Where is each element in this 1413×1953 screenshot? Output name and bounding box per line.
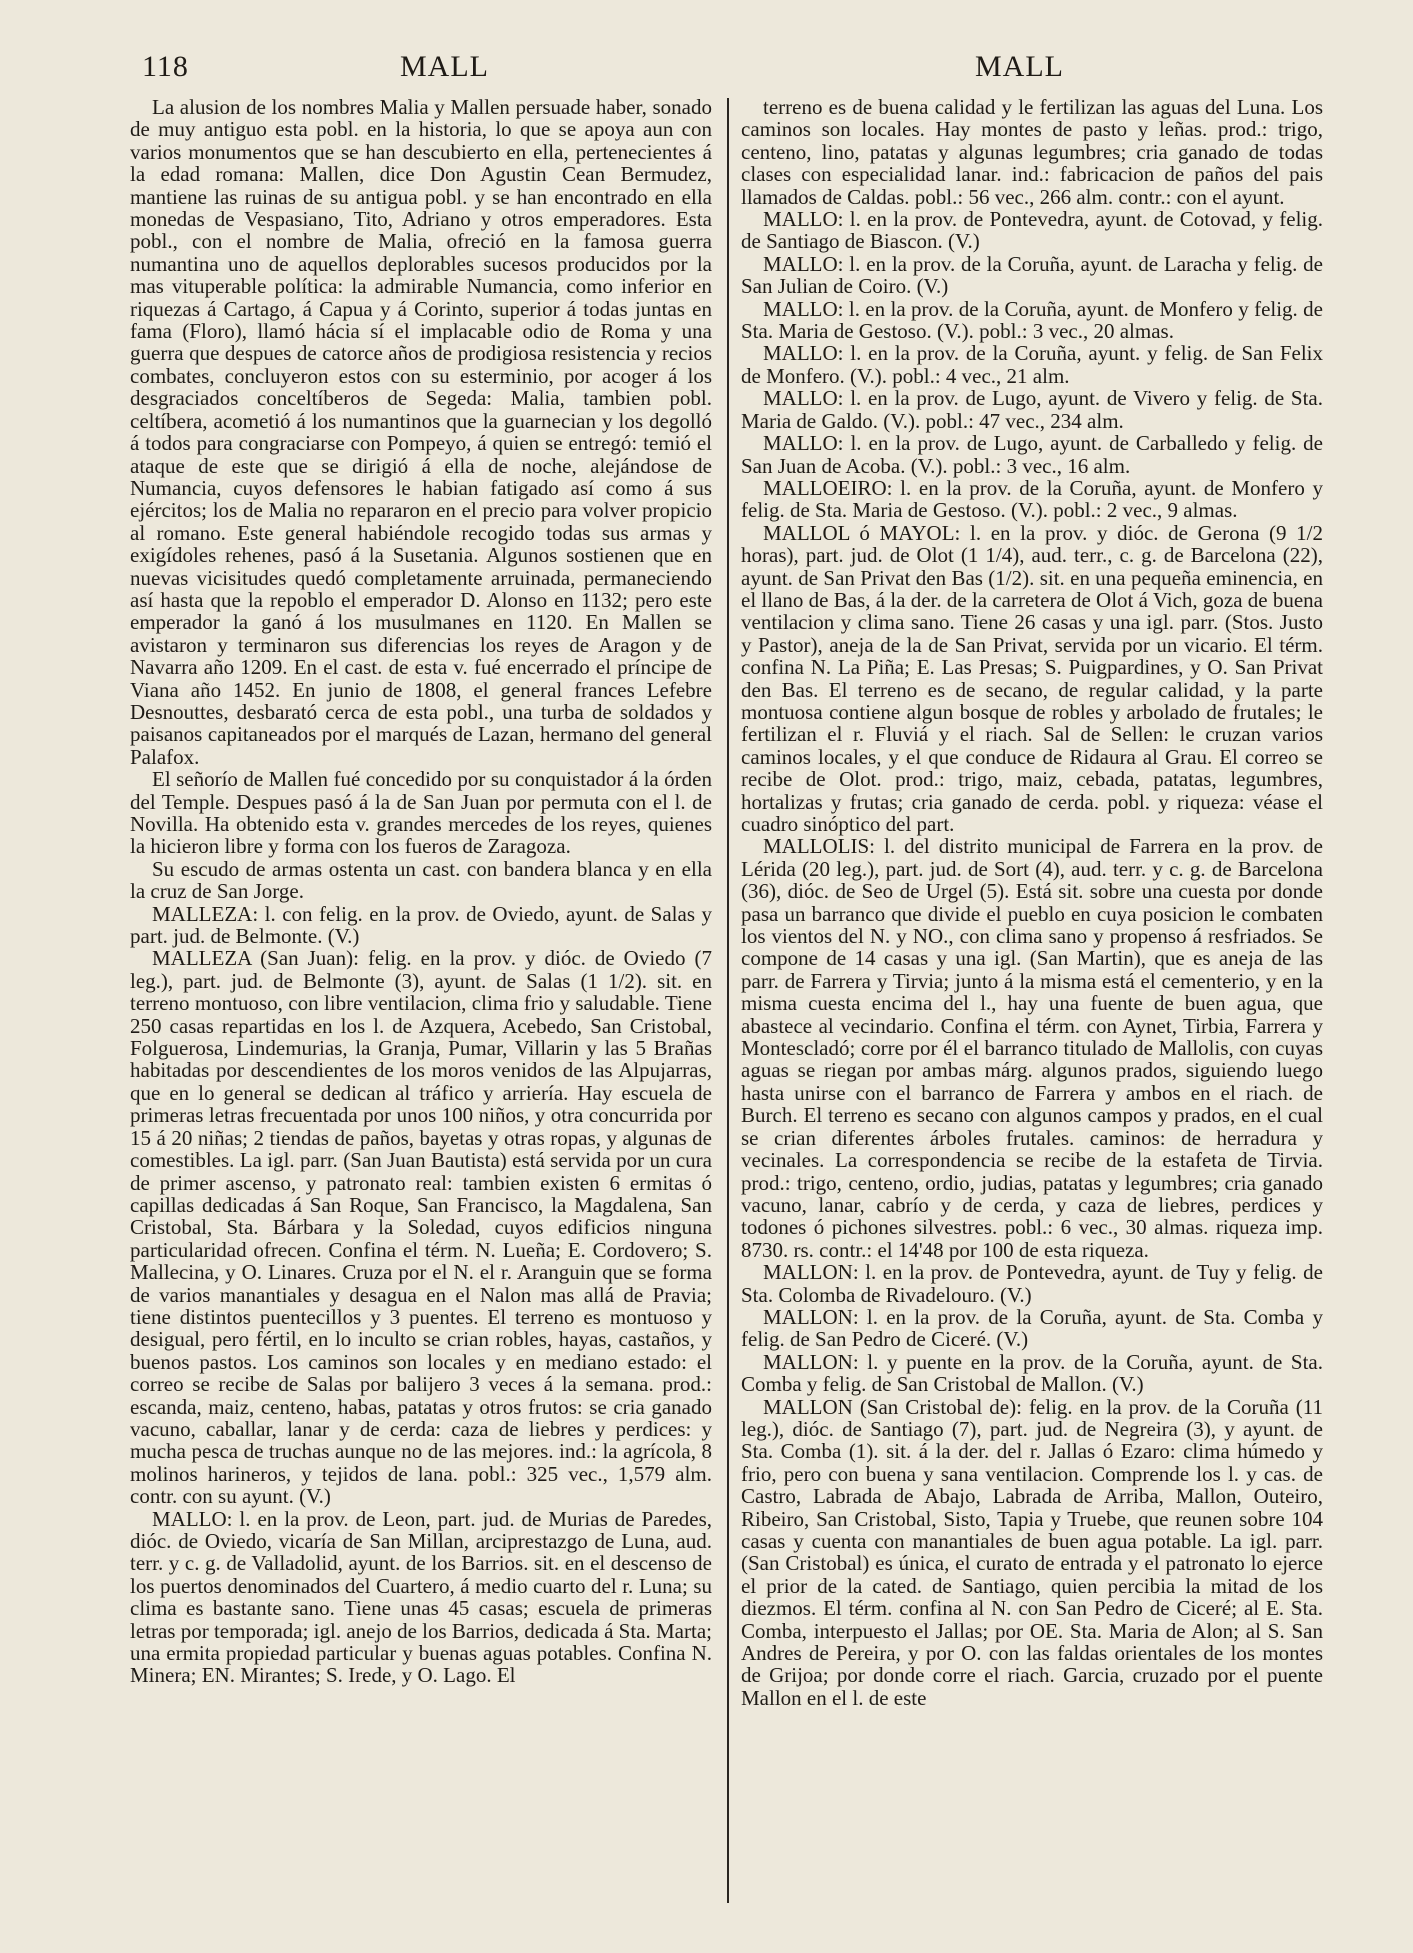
left-column — [130, 96, 712, 1916]
entry-paragraph: MALLOEIRO: l. en la prov. de la Coruña, ayunt. de Monfero y felig. de Sta. Maria de Gestoso. (V.). pobl.: 2 vec., 9 almas. — [741, 475, 1323, 523]
entry-paragraph: MALLO: l. en la prov. de Pontevedra, ayunt. de Cotovad, y felig. de Santiago de Biascon. (V.) — [741, 207, 1323, 254]
entry-paragraph: MALLO: l. en la prov. de la Coruña, ayunt. de Monfero y felig. de Sta. Maria de Gestoso. (V.). pobl.: 3 vec., 20 almas. — [741, 296, 1323, 344]
page-number: 118 — [142, 50, 189, 83]
entry-paragraph: MALLO: l. en la prov. de la Coruña, ayunt. de Laracha y felig. de San Julian de Coiro. (V.) — [741, 251, 1323, 299]
entry-paragraph: La alusion de los nombres Malia y Mallen persuade haber, sonado de muy antiguo esta pobl. en la historia, lo que se apoya aun con varios monumentos que se han descubierto en ella, pertenecientes á la edad romana: Mallen, dice Don Agustin Cean Bermudez, mantiene las ruinas de su antigua pobl. y se han encontrado en ella monedas de Vespasiano, Tito, Adriano y otros emperadores. Esta pobl., con el nombre de Malia, ofreció en la famosa guerra numantina uno de aquellos deplorables sucesos producidos por la mas vituperable política: la admirable Numancia, como inferior en riquezas á Cartago, á Capua y á Corinto, superior á todas juntas en fama (Floro), llamó hácia sí el implacable odio de Roma y una guerra que despues de catorce años de prodigiosa resistencia y recios combates, concluyeron estos con su esterminio, por acoger á los desgraciados conceltíberos de Segeda: Malia, tambien pobl. celtíbera, acometió á los numantinos que la guarnecian y los degolló á todos para congraciarse con Pompeyo, á quien se entregó: temió el ataque de este que se dirigió á ella de noche, alejándose de Numancia, cuyos defensores le habian fatigado así como á sus ejércitos; los de Malia no repararon en el precio para volver propicio al romano. Este general habiéndole recogido todas sus armas y exigídoles rehenes, pasó á la Susetania. Algunos sostienen que en nuevas vicisitudes quedó completamente arruinada, permaneciendo así hasta que la repoblo el emperador D. Alonso en 1132; pero este emperador la ganó á los musulmanes en 1120. En Mallen se avistaron y terminaron sus diferencias los reyes de Aragon y de Navarra año 1209. En el cast. de esta v. fué encerrado el príncipe de Viana año 1452. En junio de 1808, el general frances Lefebre Desnouttes, desbarató cerca de esta pobl., una turba de soldados y paisanos capitaneados por el marqués de Lazan, hermano del general Palafox. — [130, 96, 712, 769]
entry-paragraph: El señorío de Mallen fué concedido por su conquistador á la órden del Temple. Despues pasó á la de San Juan por permuta con el l. de Novilla. Ha obtenido esta v. grandes mercedes de los reyes, quienes la hicieron libre y forma con los fueros de Zaragoza. — [130, 767, 712, 859]
entry-paragraph: MALLON: l. y puente en la prov. de la Coruña, ayunt. de Sta. Comba y felig. de San Cristobal de Mallon. (V.) — [741, 1349, 1323, 1397]
entry-paragraph: MALLO: l. en la prov. de Leon, part. jud. de Murias de Paredes, dióc. de Oviedo, vicaría de San Millan, arciprestazgo de Luna, aud. terr. y c. g. de Valladolid, ayunt. de los Barrios. sit. en el descenso de los puertos denominados del Cuartero, á medio cuarto del r. Luna; su clima es bastante sano. Tiene unas 45 casas; escuela de primeras letras por temporada; igl. anejo de los Barrios, dedicada á Sta. Marta; una ermita propiedad particular y buenas aguas potables. Confina N. Minera; EN. Mirantes; S. Irede, y O. Lago. El — [130, 1506, 712, 1688]
entry-paragraph: MALLOL ó MAYOL: l. en la prov. y dióc. de Gerona (9 1/2 horas), part. jud. de Olot (1 1/4), aud. terr., c. g. de Barcelona (22), ayunt. de San Privat den Bas (1/2). sit. en una pequeña eminencia, en el llano de Bas, á la der. de la carretera de Olot á Vich, goza de buena ventilacion y clima sano. Tiene 26 casas y una igl. parr. (Stos. Justo y Pastor), aneja de la de San Privat, servida por un vicario. El térm. confina N. La Piña; E. Las Presas; S. Puigpardines, y O. San Privat den Bas. El terreno es de secano, de regular calidad, y la parte montuosa contiene algun bosque de robles y arbolado de frutales; le fertilizan el r. Fluviá y el riach. Sal de Sellen: le cruzan varios caminos locales, y el que conduce de Ridaura al Grau. El correo se recibe de Olot. prod.: trigo, maiz, cebada, patatas, legumbres, hortalizas y frutas; cria ganado de cerda. pobl. y riqueza: véase el cuadro sinóptico del part. — [741, 520, 1323, 836]
entry-paragraph: MALLEZA: l. con felig. en la prov. de Oviedo, ayunt. de Salas y part. jud. de Belmonte. (V.) — [130, 901, 712, 949]
entry-paragraph: MALLON: l. en la prov. de la Coruña, ayunt. de Sta. Comba y felig. de San Pedro de Ciceré. (V.) — [741, 1304, 1323, 1352]
entry-paragraph: MALLON (San Cristobal de): felig. en la prov. de la Coruña (11 leg.), dióc. de Santiago (7), part. jud. de Negreira (3), y ayunt. de Sta. Comba (1). sit. á la der. del r. Jallas ó Ezaro: clima húmedo y frio, pero con buena y sana ventilacion. Comprende los l. y cas. de Castro, Labrada de Abajo, Labrada de Arriba, Mallon, Outeiro, Ribeiro, San Cristobal, Sisto, Tapia y Truebe, que reunen sobre 104 casas y cuenta con manantiales de buen agua potable. La igl. parr. (San Cristobal) es única, el curato de entrada y el patronato lo ejerce el prior de la cated. de Santiago, quien percibia la mitad de los diezmos. El térm. confina al N. con San Pedro de Ciceré; al E. Sta. Comba, interpuesto el Jallas; por OE. Sta. Maria de Alon; al S. San Andres de Pereira, y por O. con las faldas orientales de los montes de Grijoa; por donde corre el riach. Garcia, cruzado por el puente Mallon en el l. de este — [741, 1394, 1323, 1710]
entry-paragraph: MALLO: l. en la prov. de Lugo, ayunt. de Vivero y felig. de Sta. Maria de Galdo. (V.). pobl.: 47 vec., 234 alm. — [741, 386, 1323, 433]
running-head-right: MALL — [975, 50, 1064, 83]
entry-paragraph: terreno es de buena calidad y le fertilizan las aguas del Luna. Los caminos son locales. Hay montes de pasto y leñas. prod.: trigo, centeno, lino, patatas y algunas legumbres; cria ganado de todas clases con especialidad lanar. ind.: fabricacion de paños del pais llamados de Caldas. pobl.: 56 vec., 266 alm. contr.: con el ayunt. — [741, 96, 1323, 209]
entry-paragraph: MALLEZA (San Juan): felig. en la prov. y dióc. de Oviedo (7 leg.), part. jud. de Belmonte (3), ayunt. de Salas (1 1/2). sit. en terreno montuoso, con libre ventilacion, clima frio y saludable. Tiene 250 casas repartidas en los l. de Azquera, Acebedo, San Cristobal, Folguerosa, Lindemurias, la Granja, Pumar, Villarin y las 5 Brañas habitadas por descendientes de los moros venidos de las Alpujarras, que en lo general se dedican al tráfico y arriería. Hay escuela de primeras letras frecuentada por unos 100 niños, y otra concurrida por 15 á 20 niñas; 2 tiendas de paños, bayetas y otras ropas, y algunas de comestibles. La igl. parr. (San Juan Bautista) está servida por un cura de primer ascenso, y patronato real: tambien existen 6 ermitas ó capillas dedicadas á San Roque, San Francisco, la Magdalena, San Cristobal, Sta. Bárbara y la Soledad, cuyos edificios ninguna particularidad ofrecen. Confina el térm. N. Lueña; E. Cordovero; S. Mallecina, y O. Linares. Cruza por el N. el r. Aranguin que se forma de varios manantiales y desagua en el Nalon mas allá de Pravia; tiene distintos puentecillos y 3 puentes. El terreno es montuoso y desigual, pero fértil, en lo inculto se crian robles, hayas, castaños, y buenos pastos. Los caminos son locales y en mediano estado: el correo se recibe de Salas por balijero 3 veces á la semana. prod.: escanda, maiz, centeno, habas, patatas y otros frutos: se cria ganado vacuno, caballar, lanar y de cerda: caza de liebres y perdices: y mucha pesca de truchas aunque no de las mejores. ind.: la agrícola, 8 molinos harineros, y tejidos de lana. pobl.: 325 vec., 1,579 alm. contr. con su ayunt. (V.) — [130, 946, 712, 1509]
entry-paragraph: MALLON: l. en la prov. de Pontevedra, ayunt. de Tuy y felig. de Sta. Colomba de Rivadelouro. (V.) — [741, 1260, 1323, 1307]
entry-paragraph: MALLOLIS: l. del distrito municipal de Farrera en la prov. de Lérida (20 leg.), part. jud. de Sort (4), aud. terr. y c. g. de Barcelona (36), dióc. de Seo de Urgel (5). Está sit. sobre una cuesta por donde pasa un barranco que divide el pueblo en cuya posicion le combaten los vientos del N. y NO., con clima sano y propenso á resfriados. Se compone de 14 casas y una igl. (San Martin), que es aneja de las parr. de Farrera y Tirvia; junto á la misma está el cementerio, y en la misma cuesta encima del l., hay una fuente de buen agua, que abastece al vecindario. Confina el térm. con Aynet, Tirbia, Farrera y Montescladó; corre por él el barranco titulado de Mallolis, con cuyas aguas se riegan por ambas márg. algunos prados, siguiendo luego hasta unirse con el barranco de Farrera y ambos en el riach. de Burch. El terreno es secano con algunos campos y prados, en el cual se crian diferentes árboles frutales. caminos: de herradura y vecinales. La correspondencia se recibe de la estafeta de Tirvia. prod.: trigo, centeno, ordio, judias, patatas y legumbres; cria ganado vacuno, lanar, cabrío y de cerda, y caza de liebres, perdices y todones ó pichones silvestres. pobl.: 6 vec., 30 almas. riqueza imp. 8730. rs. contr.: el 14'48 por 100 de esta riqueza. — [741, 834, 1323, 1262]
entry-paragraph: MALLO: l. en la prov. de Lugo, ayunt. de Carballedo y felig. de San Juan de Acoba. (V.). pobl.: 3 vec., 16 alm. — [741, 431, 1323, 478]
column-divider — [727, 98, 729, 1903]
right-column — [741, 96, 1323, 1916]
running-head-left: MALL — [400, 50, 489, 83]
entry-paragraph: MALLO: l. en la prov. de la Coruña, ayunt. y felig. de San Felix de Monfero. (V.). pobl.: 4 vec., 21 alm. — [741, 341, 1323, 388]
entry-paragraph: Su escudo de armas ostenta un cast. con bandera blanca y en ella la cruz de San Jorge. — [130, 856, 712, 904]
